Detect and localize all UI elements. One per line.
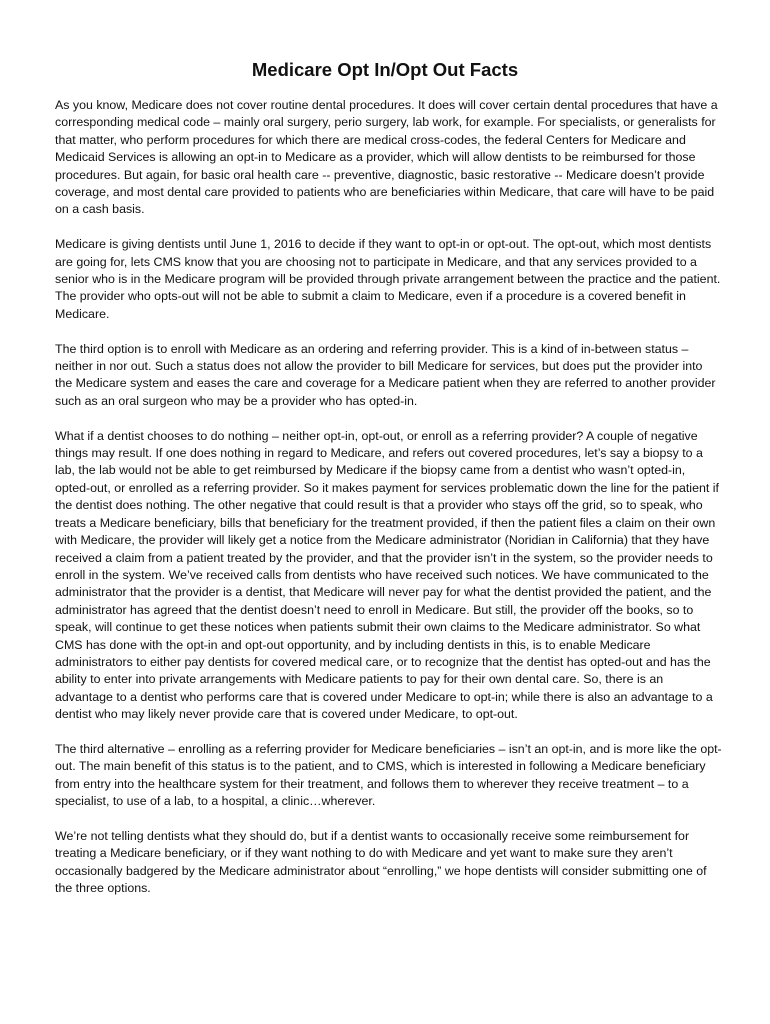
- paragraph-intro: As you know, Medicare does not cover routine dental procedures. It does will cover certain dental procedures that have a corresponding medical code – mainly oral surgery, perio surgery, lab work, for example. For specialists, or generalists for that matter, who perform procedures for which there are medical cross-codes, the federal Centers for Medicare and Medicaid Services is allowing an opt-in to Medicare as a provider, which will allow dentists to be reimbursed for those procedures. But again, for basic oral health care -- preventive, diagnostic, basic restorative -- Medicare doesn’t provide coverage, and most dental care provided to patients who are beneficiaries within Medicare, that care will have to be paid on a cash basis.: [55, 98, 718, 217]
- paragraph-third-alternative: The third alternative – enrolling as a referring provider for Medicare beneficiaries – isn’t an opt-in, and is more like the opt-out. The main benefit of this status is to the patient, and to CMS, which is interested in following a Medicare beneficiary from entry into the healthcare system for their treatment, and follows them to wherever they receive treatment – to a specialist, to use of a lab, to a hospital, a clinic…wherever.: [55, 741, 722, 809]
- document-title: Medicare Opt In/Opt Out Facts: [251, 59, 519, 80]
- paragraph-conclusion: We’re not telling dentists what they should do, but if a dentist wants to occasionally receive some reimbursement for treating a Medicare beneficiary, or if they want nothing to do with Medicare and yet want to make sure they aren’t occasionally badgered by the Medicare administrator about “enrolling,” we hope dentists will consider submitting one of the three options.: [55, 828, 707, 896]
- paragraph-third-option: The third option is to enroll with Medicare as an ordering and referring provider. This is a kind of in-between status – neither in nor out. Such a status does not allow the provider to bill Medicare for services, but does put the provider into the Medicare system and eases the care and coverage for a Medicare patient when they are referred to another provider such as an oral surgeon who may be a provider who has opted-in.: [55, 341, 716, 408]
- paragraph-do-nothing: What if a dentist chooses to do nothing – neither opt-in, opt-out, or enroll as a referring provider? A couple of negative things may result. If one does nothing in regard to Medicare, and refers out covered procedures, let’s say a biopsy to a lab, the lab would not be able to get reimbursed by Medicare if the biopsy came from a dentist who wasn’t opted-in, opted-out, or enrolled as a referring provider. So it makes payment for services problematic down the line for the patient if the dentist does nothing. The other negative that could result is that a provider who stays off the grid, so to speak, who treats a Medicare beneficiary, bills that beneficiary for the treatment provided, if then the patient files a claim on their own with Medicare, the provider will likely get a notice from the Medicare administrator (Noridian in California) that they have received a claim from a patient treated by the provider, and that the provider isn’t in the system, so the provider needs to enroll in the system. We’ve received calls from dentists who have received such notices. We have communicated to the administrator that the provider is a dentist, that Medicare will never pay for what the dentist provided the patient, and the administrator has agreed that the dentist doesn’t need to enroll in Medicare. But still, the provider off the books, so to speak, will continue to get these notices when patients submit their own claims to the Medicare administrator. So what CMS has done with the opt-in and opt-out opportunity, and by including dentists in this, is to enable Medicare administrators to either pay dentists for covered medical care, or to recognize that the dentist has opted-out and has the ability to enter into private arrangements with Medicare patients to pay for their own dental care. So, there is an advantage to a dentist who performs care that is covered under Medicare to opt-in; while there is also an advantage to a dentist who may likely never provide care that is covered under Medicare, to opt-out.: [55, 428, 719, 722]
- document-body: [55, 97, 723, 915]
- paragraph-deadline: Medicare is giving dentists until June 1, 2016 to decide if they want to opt-in or opt-out. The opt-out, which most dentists are going for, lets CMS know that you are choosing not to participate in Medicare, and that any services provided to a senior who is in the Medicare program will be provided through private arrangement between the practice and the patient. The provider who opts-out will not be able to submit a claim to Medicare, even if a procedure is a covered benefit in Medicare.: [55, 237, 721, 321]
